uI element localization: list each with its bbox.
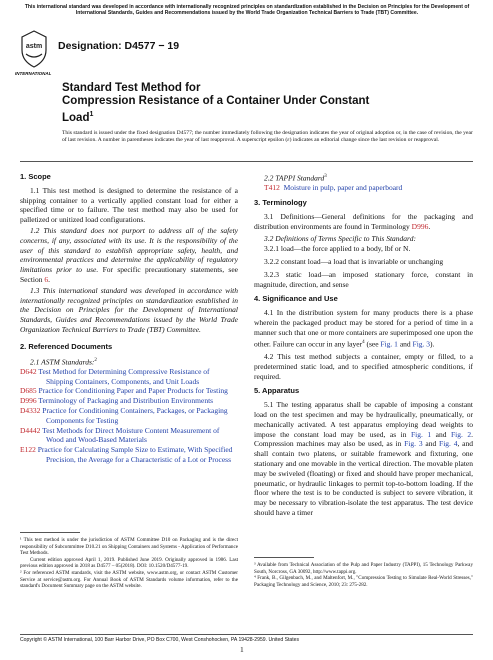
section-apparatus-heading: 5. Apparatus <box>254 386 300 396</box>
link-d996[interactable]: D996 <box>411 221 429 231</box>
copyright-line: Copyright © ASTM International, 100 Barr Harbor Drive, PO Box C700, West Conshohocken, PA 19428-2959. United States <box>20 634 473 643</box>
link-fig-2[interactable]: Fig. 2 <box>450 429 472 439</box>
para-3-1: 3.1 Definitions—General definitions for the packaging and distribution environments are found in Terminology D996. <box>254 211 473 231</box>
document-title <box>62 82 462 125</box>
reference-code[interactable]: D4332 <box>20 406 41 416</box>
para-2-1: 2.1 ASTM Standards:$^2$ <box>30 357 97 367</box>
reference-title[interactable]: Terminology of Packaging and Distribution Environments <box>38 396 214 406</box>
para-5-1: 5.1 The testing apparatus shall be capable of imposing a constant load on the test specimen and may be hydraulically, pneumatically, or mechanically activated. A test apparatus employing dead weights to impose the constant load may be used, as in Fig. 1 and Fig. 2. Compression machines may also be used, as in Fig. 3 and Fig. 4, and shall contain two platens, or suitable framework and fixturing, one stationary and one movable in the vertical direction. The movable platen may be swiveled (floating) or fixed and should have proper mechanical, pneumatic, or hydraulic linkages to permit top-to-bottom loading. If the floor where the test is to be conducted is subject to severe vibration, it may be necessary to vibration-isolate the test apparatus. The test device should have a timer <box>254 400 473 517</box>
left-footnotes <box>20 532 238 590</box>
reference-title[interactable]: Practice for Conditioning Paper and Paper Products for Testing <box>38 386 228 396</box>
para-1-2: 1.2 This standard does not purport to address all of the safety concerns, if any, associated with its use. It is the responsibility of the user of this standard to establish appropriate safety, health, and environmental practices and determine the applicability of regulatory limitations prior to use. For specific precautionary statements, see Section 6. <box>20 225 239 284</box>
footnote-4: ⁴ Frank, B., Gilgenbach, M., and Maltenfort, M., "Compression Testing to Simulate Real-World Stresses," Packaging Technology and Science, 2010; 23: 275-282. <box>254 575 473 588</box>
header-notice: This international standard was developed in accordance with internationally recognized principles on standardization established in the Decision on Principles for the Development of International Standards, Guides and Recommendations issued by the World Trade Organization Technical Barriers to Trade (TBT) Committee. <box>24 4 470 17</box>
link-fig-1[interactable]: Fig. 1 <box>380 339 398 349</box>
footnote-rule-right <box>254 557 314 558</box>
reference-code[interactable]: D685 <box>20 386 37 396</box>
title-footnote-mark: 1 <box>89 111 94 118</box>
title-line-2: Compression Resistance of a Container Under Constant <box>62 95 370 107</box>
page-number: 1 <box>240 645 244 654</box>
reference-title[interactable]: Test Methods for Direct Moisture Content Measurement of Wood and Wood-Based Materials <box>42 425 220 445</box>
link-section-6[interactable]: 6 <box>44 274 49 284</box>
section-scope-heading: 1. Scope <box>20 172 51 181</box>
svg-text:astm: astm <box>25 43 43 50</box>
issued-note: This standard is issued under the fixed designation D4577; the number immediately following the designation indicates the year of original adoption or, in the case of revision, the year of last revision. A number in parentheses indicates the year of last reapproval. A superscript epsilon (ε) indicates an editorial change since the last revision or reapproval. <box>62 130 473 144</box>
para-4-2: 4.2 This test method subjects a container, empty or filled, to a predetermined static load, and to specified atmospheric conditions, if required. <box>254 351 473 381</box>
link-fig-3b[interactable]: Fig. 3 <box>404 439 423 449</box>
title-line-1: Standard Test Method for <box>62 82 201 94</box>
section-significance-heading: 4. Significance and Use <box>254 294 338 304</box>
header-divider <box>20 161 473 162</box>
para-1-3: 1.3 This international standard was developed in accordance with internationally recognized principles on standardization established in the Decision on Principles for the Development of International Standards, Guides and Recommendations issued by the World Trade Organization Technical Barriers to Trade (TBT) Committee. <box>20 285 238 334</box>
para-4-1: 4.1 In the distribution system for many products there is a phase wherein the packaged product may be stored for a period of time in a manner such that one or more containers are superimposed one upon the other. Failure can occur in any layer$^4$ (see Fig. 1 and Fig. 3). <box>254 308 473 349</box>
reference-item[interactable] <box>20 406 238 426</box>
reference-code[interactable]: D642 <box>20 366 37 376</box>
link-fig-3[interactable]: Fig. 3 <box>412 339 431 349</box>
right-footnotes <box>254 557 473 588</box>
footnote-1: ¹ This test method is under the jurisdiction of ASTM Committee D10 on Packaging and is the direct responsibility of Subcommittee D10.21 on Shipping Containers and Systems - Application of Performance Test Methods. <box>20 537 238 557</box>
reference-item[interactable] <box>20 367 238 387</box>
logo-caption: INTERNATIONAL <box>15 71 52 76</box>
reference-code[interactable]: E122 <box>20 445 36 455</box>
reference-item[interactable] <box>20 386 238 396</box>
left-column <box>20 172 238 465</box>
designation: Designation: D4577 − 19 <box>58 40 180 52</box>
footnote-rule <box>20 532 80 533</box>
footnote-3: ³ Available from Technical Association of the Pulp and Paper Industry (TAPPI), 15 Technology Parkway South, Norcross, GA 30092, http://www.tappi.org. <box>254 562 473 575</box>
tappi-reference[interactable]: T412 Moisture in pulp, paper and paperboard <box>264 183 403 193</box>
para-3-2: 3.2 Definitions of Terms Specific to This Standard: <box>264 234 416 244</box>
link-fig-4[interactable]: Fig. 4 <box>439 439 458 449</box>
section-terminology-heading: 3. Terminology <box>254 198 307 208</box>
reference-item[interactable] <box>20 396 238 406</box>
para-3-2-3: 3.2.3 static load—an imposed stationary force, constant in magnitude, direction, and sense <box>254 269 473 289</box>
footnote-2: ² For referenced ASTM standards, visit the ASTM website, www.astm.org, or contact ASTM Customer Service at service@astm.org. For Annual Book of ASTM Standards volume information, refer to the standard's Document Summary page on the ASTM website. <box>20 569 238 590</box>
copyright-rule <box>20 634 473 635</box>
reference-item[interactable] <box>20 445 238 465</box>
astm-reference-list <box>20 367 238 465</box>
reference-title[interactable]: Practice for Conditioning Containers, Packages, or Packaging Components for Testing <box>42 406 228 425</box>
section-refs-heading: 2. Referenced Documents <box>20 341 113 351</box>
link-fig-1b[interactable]: Fig. 1 <box>410 429 432 439</box>
reference-item[interactable] <box>20 426 238 446</box>
para-3-2-2: 3.2.2 constant load—a load that is invariable or unchanging <box>264 257 444 267</box>
reference-code[interactable]: D996 <box>20 396 37 406</box>
reference-title[interactable]: Practice for Calculating Sample Size to Estimate, With Specified Precision, the Average for a Characteristic of a Lot or Process <box>37 445 233 465</box>
para-3-2-1: 3.2.1 load—the force applied to a body, lbf or N. <box>264 244 411 254</box>
title-line-3: Load$^1$ <box>62 111 94 124</box>
para-1-1: 1.1 This test method is designed to determine the resistance of a shipping container to a vertically applied constant load for either a specified time or to failure. The test method may also be used for palletized or unitized load configurations. <box>20 185 238 225</box>
right-column <box>254 172 473 518</box>
reference-title[interactable]: Test Method for Determining Compressive Resistance of Shipping Containers, Components, and Unit Loads <box>38 366 210 386</box>
astm-logo-icon <box>20 30 48 70</box>
para-2-2: 2.2 TAPPI Standard$^3$ <box>264 173 327 183</box>
reference-code[interactable]: D4442 <box>20 425 41 435</box>
footnote-edition: Current edition approved April 1, 2019. Published June 2019. Originally approved in 1986. Last previous edition approved in 2018 as D4577 – 05(2018). DOI: 10.1520/D4577-19. <box>20 556 238 570</box>
